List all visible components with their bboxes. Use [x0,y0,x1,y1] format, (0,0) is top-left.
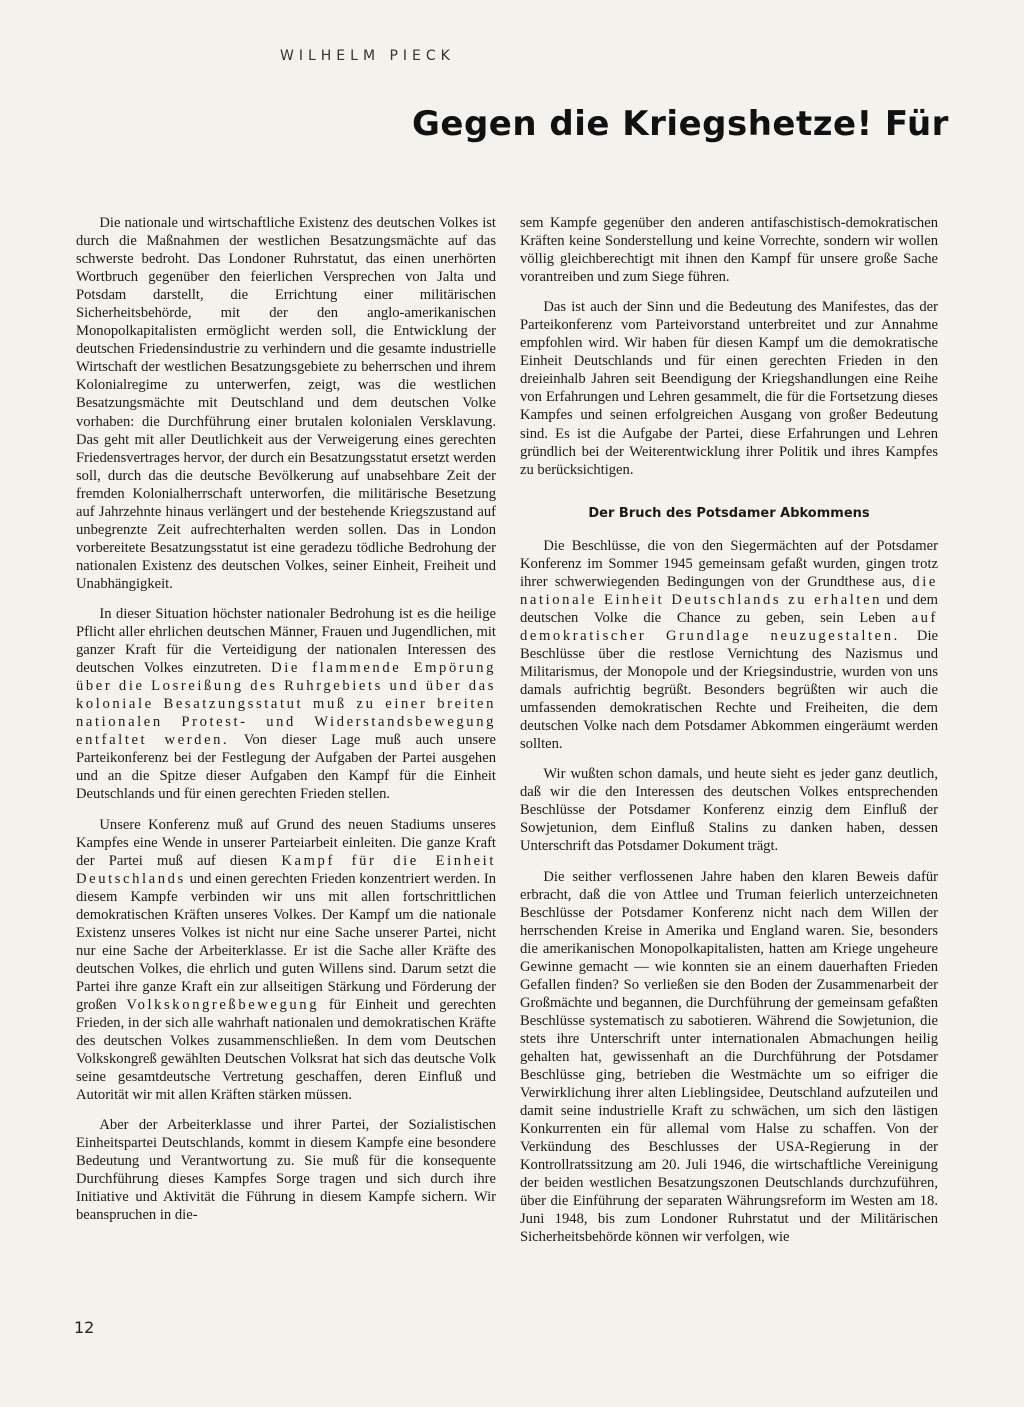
page-number: 12 [74,1318,95,1337]
paragraph [76,605,496,804]
paragraph-text: Die Beschlüsse über die restlose Vernichtung des Nazismus und Militarismus, der Monopole und der Kriegsindustrie, wurden von uns damals aufrichtig begrüßt. Besonders begrüßten wir auch die umfassenden demokratischen Rechte und Freiheiten, die dem deutschen Volke nach dem Potsdamer Abkommen eingeräumt werden sollten. [520,627,938,753]
emphasis-text: auf demokratischer Grundlage neuzugestalten. [520,609,938,644]
paragraph: Die seither verflossenen Jahre haben den klaren Beweis dafür erbracht, daß die von Attlee und Truman feierlich unterzeichneten Beschlüsse der Potsdamer Konferenz nicht nach dem Willen der herrschenden Kreise in Amerika und England waren. Sie, besonders die amerikanischen Monopolkapitalisten, hatten am Kriege ungeheure Gewinne gemacht — wie konnten sie an einem dauerhaften Frieden Gefallen finden? So verließen sie den Boden der Zusammenarbeit der Großmächte und begannen, die Durchführung der gemeinsam gefaßten Beschlüsse systematisch zu sabotieren. Während die Sowjetunion, die stets ihre Unterschrift unter internationalen Abmachungen heilig gehalten hat, gewissenhaft an die Durchführung der Potsdamer Beschlüsse ging, betrieben die Westmächte um so eifriger die Verwirklichung ihrer alten Lieblingsidee, Deutschland aufzuteilen und damit seine industrielle Kraft zu schwächen, um sich den lästigen Konkurrenten ein für allemal vom Halse zu schaffen. Von der Verkündung des Beschlusses der USA-Regierung in der Kontrollratssitzung am 20. Juli 1946, die wirtschaftliche Vereinigung der beiden westlichen Besatzungszonen Deutschlands durchzuführen, über die Einführung der separaten Währungsreform im Westen am 18. Juni 1948, bis zum Londoner Ruhrstatut und der Militärischen Sicherheitsbehörde können wir verfolgen, wie [520,868,938,1246]
paragraph: Aber der Arbeiterklasse und ihrer Partei, der Sozialistischen Einheitspartei Deutschlands, kommt in diesem Kampfe eine besondere Bedeutung und Verantwortung zu. Sie muß für die konsequente Durchführung dieses Kampfes Sorge tragen und sich durch ihre Initiative und Aktivität die Führung in diesem Kampfe sichern. Wir beanspruchen in die- [76,1117,496,1224]
emphasis-text: Die flammende Empörung über die Losreißung des Ruhrgebiets und über das koloniale Besatzungsstatut muß zu einer breiten nationalen Protest- und Widerstandsbewegung entfaltet werden. [76,660,496,749]
section-heading: Der Bruch des Potsdamer Abkommens [588,505,870,521]
right-column [520,214,938,1258]
article-headline: Gegen die Kriegshetze! Für [412,104,949,144]
paragraph-text: für Einheit und gerechten Frieden, in der sich alle wahrhaft nationalen und demokratischen Kräfte des deutschen Volkes zusammenschließen. In dem vom Deutschen Volkskongreß gewählten Deutschen Volksrat hat sich das deutsche Volk seine gesamtdeutsche Vertretung geschaffen, deren Einfluß und Autorität wir mit allen Kräften stärken müssen. [76,996,496,1104]
paragraph-text: und einen gerechten Frieden konzentriert werden. In diesem Kampfe verbinden wir uns mit allen fortschrittlichen demokratischen Kräften unseres Volkes. Der Kampf um die nationale Existenz unseres Volkes ist nicht nur eine Sache unserer Partei, nicht nur eine Sache der Arbeiterklasse. Er ist die Sache aller Kräfte des deutschen Volkes, die ehrlich und guten Willens sind. Darum setzt die Partei ihre ganze Kraft ein zur allseitigen Stärkung und Förderung der großen [76,870,496,1013]
emphasis-text: Kampf für die Einheit Deutschlands [76,852,496,887]
paragraph [520,537,938,754]
paragraph: Die nationale und wirtschaftliche Existenz des deutschen Volkes ist durch die Maßnahmen der westlichen Besatzungsmächte auf das schwerste bedroht. Das Londoner Ruhrstatut, das einen unerhörten Wortbruch gegenüber den feierlichen Versprechen von Jalta und Potsdam darstellt, die Errichtung einer militärischen Sicherheitsbehörde, mit der den anglo-amerikanischen Monopolkapitalisten ermöglicht werden soll, die Entwicklung der deutschen Friedensindustrie zu verhindern und die gesamte industrielle Wirtschaft der westlichen Besatzungsgebiete zu beherrschen und ihrem Kolonialregime zu unterwerfen, zeigt, was die westlichen Besatzungsmächte mit Deutschland und dem deutschen Volke vorhaben: die Durchführung einer brutalen kolonialen Versklavung. Das geht mit aller Deutlichkeit aus der Verweigerung eines gerechten Friedensvertrages hervor, der durch ein Besatzungsstatut ersetzt werden soll, durch das die deutsche Bevölkerung auf unabsehbare Zeit der fremden Kolonialherrschaft unterworfen, die militärische Besetzung auf Jahrzehnte hinaus verlängert und der bestehende Kriegszustand auf unbegrenzte Zeit aufrechterhalten werden sollen. Das in London vorbereitete Besatzungsstatut ist eine geradezu tödliche Bedrohung der nationalen Existenz des deutschen Volkes, seiner Einheit, Freiheit und Unabhängigkeit. [76,215,496,592]
emphasis-text: die nationale Einheit Deutschlands zu erhalten [520,573,938,608]
paragraph: Wir wußten schon damals, und heute sieht es jeder ganz deutlich, daß wir die den Interessen des deutschen Volkes entsprechenden Beschlüsse der Potsdamer Konferenz einzig dem Einfluß der Sowjetunion, dem Einfluß Stalins zu danken haben, dessen Unterschrift das Potsdamer Dokument trägt. [520,766,938,855]
paragraph: sem Kampfe gegenüber den anderen antifaschistisch-demokratischen Kräften keine Sonderstellung und keine Vorrechte, sondern wir wollen völlig gleichberechtigt mit ihnen den Kampf für unsere große Sache vorantreiben und zum Siege führen. [520,215,938,286]
left-column [76,214,496,1237]
paragraph-text: Die Beschlüsse, die von den Siegermächten auf der Potsdamer Konferenz im Sommer 1945 gemeinsam gefaßt wurden, gingen trotz ihrer schwerwiegenden Bedingungen von der Grundthese aus, [520,537,938,590]
paragraph-text: Von dieser Lage muß auch unsere Parteikonferenz bei der Festlegung der Aufgaben der Partei ausgehen und an die Spitze dieser Aufgaben den Kampf für die Einheit Deutschlands und für einen gerechten Frieden stellen. [76,732,496,803]
author-name: WILHELM PIECK [280,48,455,64]
emphasis-text: Volkskongreßbewegung [126,996,320,1013]
paragraph: Das ist auch der Sinn und die Bedeutung des Manifestes, das der Parteikonferenz vom Parteivorstand unterbreitet und zur Annahme empfohlen wird. Wir haben für diesen Kampf um die demokratische Einheit Deutschlands und für einen gerechten Frieden in den dreieinhalb Jahren seit Beendigung der Kriegshandlungen eine Reihe von Erfahrungen und Lehren gesammelt, die für die Fortsetzung dieses Kampfes und seinen erfolgreichen Ausgang von großer Bedeutung sind. Es ist die Aufgabe der Partei, diese Erfahrungen und Lehren gründlich bei der Weiterentwicklung ihrer Politik und ihres Kampfes zu berücksichtigen. [520,299,938,478]
paragraph-text: Unsere Konferenz muß auf Grund des neuen Stadiums unseres Kampfes eine Wende in unserer Parteiarbeit einleiten. Die ganze Kraft der Partei muß auf diesen [76,816,496,869]
paragraph-text: und dem deutschen Volke die Chance zu geben, sein Leben [520,591,939,626]
paragraph-text: In dieser Situation höchster nationaler Bedrohung ist es die heilige Pflicht aller ehrlichen deutschen Männer, Frauen und Jugendlichen, mit ganzer Kraft für die Verteidigung der nationalen Interessen des deutschen Volkes einzutreten. [76,605,496,677]
paragraph [76,816,496,1105]
